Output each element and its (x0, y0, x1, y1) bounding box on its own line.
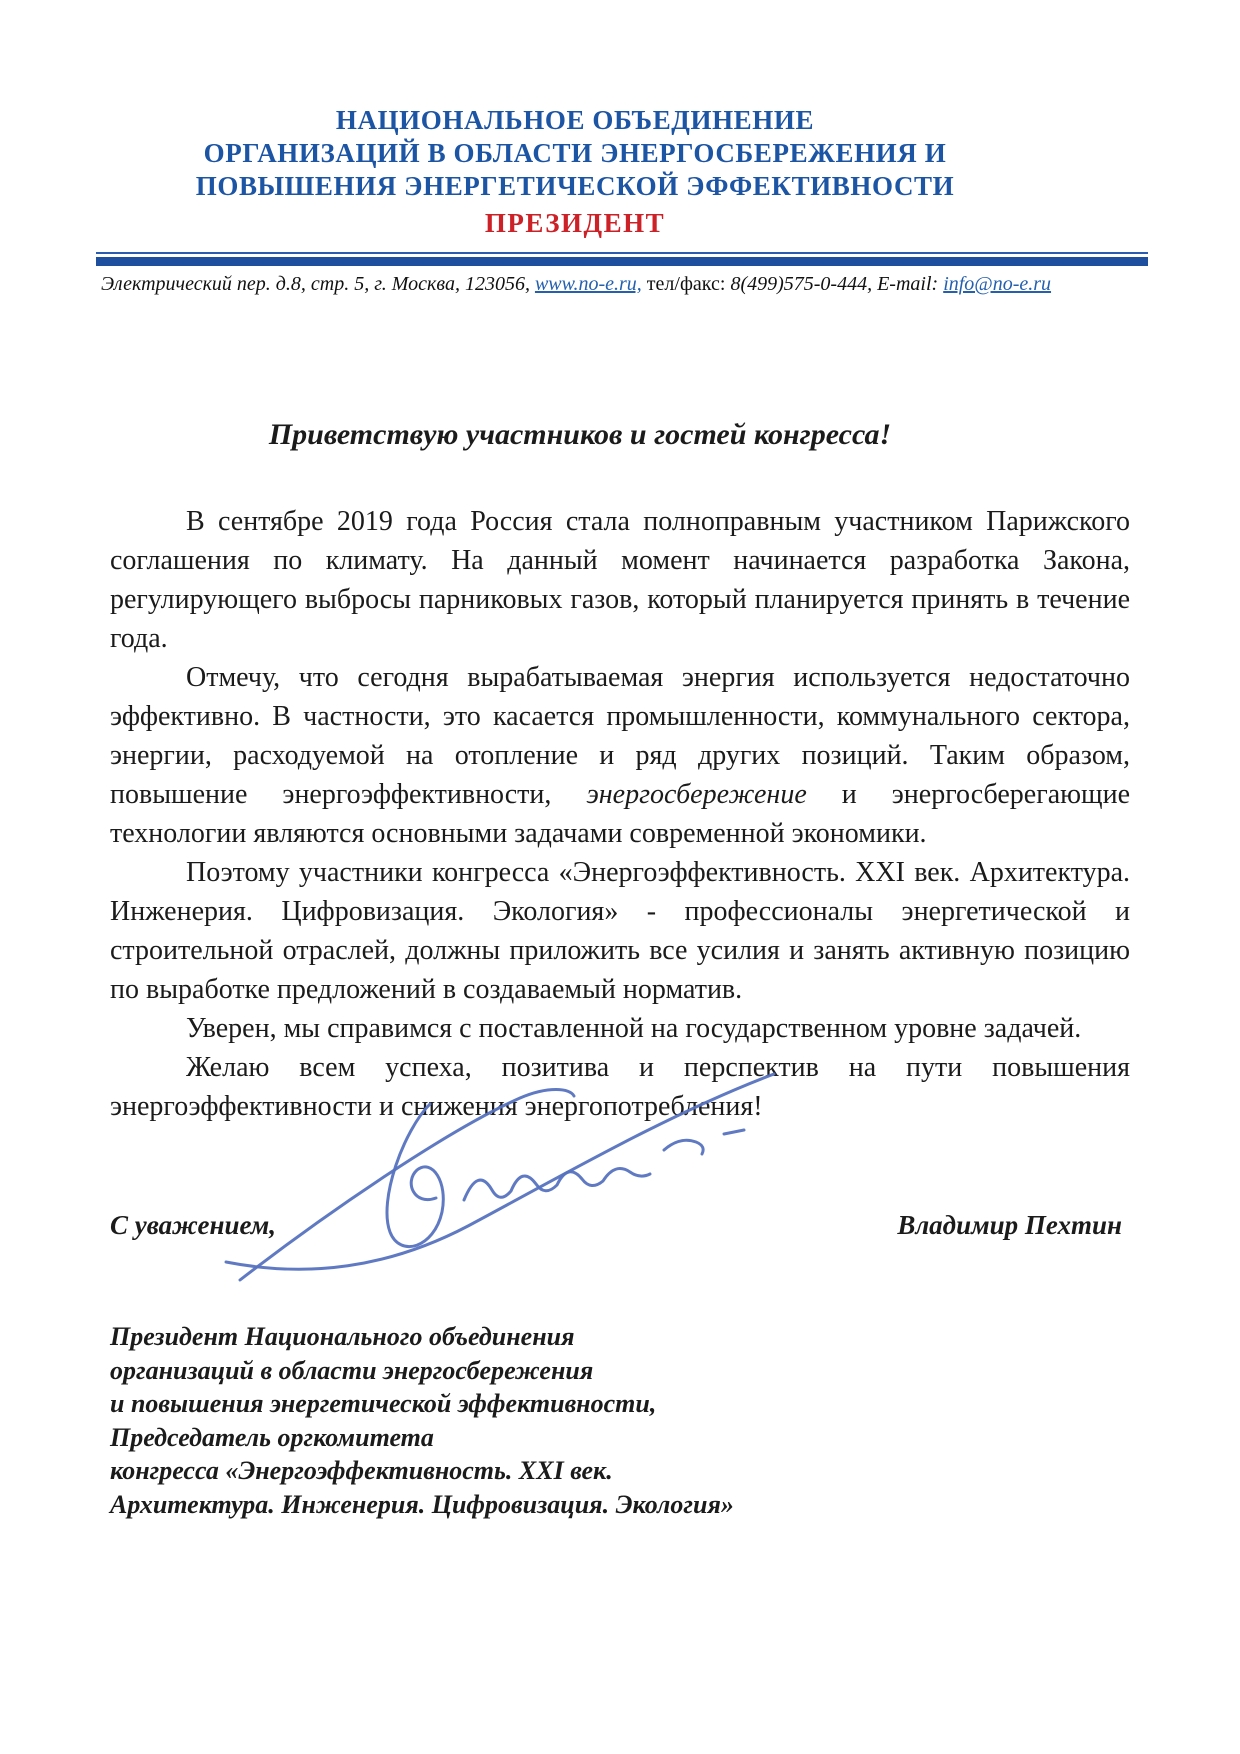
paragraph-4: Уверен, мы справимся с поставленной на государственном уровне задачей. (186, 1013, 1082, 1044)
paragraph-5: Желаю всем успеха, позитива и перспектив на пути повышения энергоэффективности и снижения энергопотребления! (110, 1052, 1130, 1122)
signer-name: Владимир Пехтин (897, 1210, 1122, 1240)
letterhead (60, 104, 1090, 239)
signer-title-line-3: и повышения энергетической эффективности, (110, 1389, 657, 1418)
paragraph-2 (110, 658, 1130, 853)
contact-info-line (100, 273, 1052, 296)
phone-number: 8(499)575-0-444, (730, 273, 878, 295)
signer-title-line-6: Архитектура. Инженерия. Цифровизация. Экология» (110, 1489, 734, 1519)
paragraph-2-text-end: и энергосберегающие технологии являются основными задачами современной экономики. (110, 779, 1131, 849)
president-title: ПРЕЗИДЕНТ (484, 208, 666, 238)
org-name-line-1: НАЦИОНАЛЬНОЕ ОБЪЕДИНЕНИЕ (335, 105, 815, 135)
signer-title-line-5: конгресса «Энергоэффективность. XXI век. (110, 1456, 613, 1485)
org-name-line-3: ПОВЫШЕНИЯ ЭНЕРГЕТИЧЕСКОЙ ЭФФЕКТИВНОСТИ (195, 171, 955, 201)
org-name-line-2: ОРГАНИЗАЦИЙ В ОБЛАСТИ ЭНЕРГОСБЕРЕЖЕНИЯ И (203, 138, 947, 168)
contact-address: Электрический пер. д.8, стр. 5, г. Москва, 123056, (100, 273, 535, 295)
signer-titles-block (110, 1320, 1130, 1521)
signature-block (110, 1198, 1130, 1264)
paragraph-3: Поэтому участники конгресса «Энергоэффективность. XXI век. Архитектура. Инженерия. Цифровизация. Экология» - профессионалы энергетической и строительной отраслей, должны приложить все усилия и занять активную позицию по выработке предложений в создаваемый норматив. (110, 857, 1130, 1005)
website-link[interactable]: www.no-e.ru, (534, 273, 642, 295)
paragraph-1: В сентябре 2019 года Россия стала полноправным участником Парижского соглашения по климату. На данный момент начинается разработка Закона, регулирующего выбросы парниковых газов, который планируется принять в течение года. (110, 506, 1130, 654)
letterhead-divider (96, 252, 1148, 266)
paragraph-2-emphasis: энергосбережение (586, 779, 807, 810)
signer-title-line-2: организаций в области энергосбережения (110, 1355, 594, 1385)
salutation-heading: Приветствую участников и гостей конгресса! (268, 418, 892, 451)
signer-title-line-1: Президент Национального объединения (110, 1322, 575, 1351)
email-link[interactable]: info@no-e.ru (943, 273, 1052, 295)
paragraph-2-text: Отмечу, что сегодня вырабатываемая энергия используется недостаточно эффективно. В частности, это касается промышленности, коммунального сектора, энергии, расходуемой на отопление и ряд других позиций. Таким образом, повышение энергоэффективности, (110, 662, 1130, 810)
closing-phrase: С уважением, (110, 1210, 277, 1240)
letter-body (110, 418, 1130, 1126)
email-label: E-mail: (877, 273, 944, 295)
phone-label: тел/факс: (641, 273, 731, 295)
signer-title-line-4: Председатель оргкомитета (110, 1422, 434, 1452)
